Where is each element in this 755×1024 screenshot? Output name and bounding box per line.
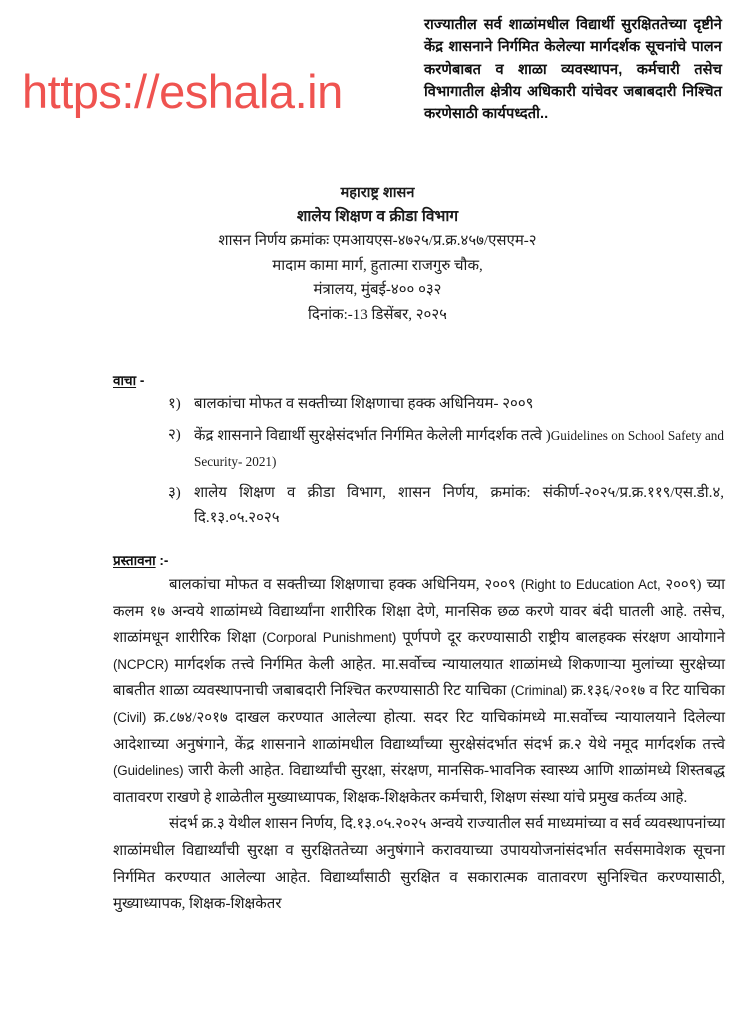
text-run-marathi: जारी केली आहेत. विद्यार्थ्यांची सुरक्षा, संरक्षण, मानसिक-भावनिक स्वास्थ्य आणि शाळांमध्ये शिस्तबद्ध वातावरण राखणे हे शाळेतील मुख्याध्यापक, शिक्षक-शिक्षकेतर कर्मचारी, शिक्षण संस्था यांचे प्रमुख कर्तव्य आहे.	[113, 763, 725, 806]
address-line-2: मंत्रालय, मुंबई-४०० ०३२	[313, 282, 442, 298]
list-item-text: शालेय शिक्षण व क्रीडा विभाग, शासन निर्णय, क्रमांक: संकीर्ण-२०२५/प्र.क्र.११९/एस.डी.४, दि.१३.०५.२०२५	[194, 484, 724, 526]
reference-label-suffix: -	[136, 373, 145, 388]
list-item-number: १)	[168, 396, 181, 412]
preamble-label-text: प्रस्तावना	[113, 553, 156, 568]
reference-list	[168, 392, 724, 537]
department-name: शालेय शिक्षण व क्रीडा विभाग	[296, 208, 459, 225]
preamble-section-label	[113, 551, 168, 569]
list-item-number: २)	[168, 426, 181, 443]
text-run-english: (Criminal)	[510, 683, 572, 699]
text-run-english: (NCPCR)	[113, 656, 175, 672]
text-run-english: (Corporal Punishment)	[262, 630, 403, 646]
text-run-marathi: पूर्णपणे दूर करण्यासाठी राष्ट्रीय बालहक्क संरक्षण आयोगाने	[402, 630, 726, 647]
list-item	[168, 481, 724, 532]
watermark-url: https://eshala.in	[22, 65, 343, 118]
list-item-text: बालकांचा मोफत व सक्तीच्या शिक्षणाचा हक्क अधिनियम- २००९	[194, 396, 534, 412]
text-run-english: (Guidelines)	[113, 763, 189, 779]
government-name: महाराष्ट्र शासन	[340, 185, 415, 201]
text-run-english: (Civil)	[113, 709, 154, 725]
list-item-text-english: Guidelines on School Safety and Security- 2021)	[194, 427, 724, 469]
paragraph	[113, 811, 725, 917]
reference-section-label	[113, 371, 144, 389]
preamble-label-suffix: :-	[155, 553, 169, 568]
list-item-text-marathi: केंद्र शासनाने विद्यार्थी सुरक्षेसंदर्भात निर्गमित केलेली मार्गदर्शक तत्वे )	[194, 427, 551, 444]
text-run-marathi: क्र.१३६/२०१७ व रिट याचिका	[571, 683, 726, 700]
list-item-text	[194, 423, 724, 476]
list-item	[168, 392, 724, 418]
text-run-marathi: २००९) च्या कलम १७ अन्वये शाळांमध्ये विद्यार्थ्यांना शारीरिक शिक्षा देणे, मानसिक छळ करणे यावर बंदी घातली आहे. तसेच, शाळांमधून शारीरिक शिक्षा	[113, 577, 725, 647]
paragraph	[113, 572, 725, 811]
gr-number: शासन निर्णय क्रमांकः एमआयएस-४७२५/प्र.क्र.४५७/एसएम-२	[218, 233, 537, 249]
gr-date: दिनांक:-13 डिसेंबर, २०२५	[308, 306, 447, 323]
address-line-1: मादाम कामा मार्ग, हुतात्मा राजगुरु चौक,	[272, 257, 483, 274]
text-run-marathi: संदर्भ क्र.३ येथील शासन निर्णय, दि.१३.०५.२०२५ अन्वये राज्यातील सर्व माध्यमांच्या व सर्व व्यवस्थापनांच्या शाळांमधील विद्यार्थ्यांची सुरक्षा व सुरक्षिततेच्या अनुषंगाने करावयाच्या उपाययोजनांसंदर्भात सर्वसमावेशक सूचना निर्गमित करण्यात आलेल्या आहेत. विद्यार्थ्यांसाठी सुरक्षित व सकारात्मक वातावरण सुनिश्चित करण्यासाठी, मुख्याध्यापक, शिक्षक-शिक्षकेतर	[113, 816, 725, 913]
reference-label-text: वाचा	[113, 373, 137, 388]
text-run-marathi: मार्गदर्शक तत्त्वे निर्गमित केली आहेत. मा.सर्वोच्च न्यायालयात शाळांमध्ये शिकणाऱ्या मुलांच्या सुरक्षेच्या बाबतीत शाळा व्यवस्थापनाची जबाबदारी निश्चित करण्यासाठी रिट याचिका	[113, 656, 725, 700]
text-run-english: (Right to Education Act,	[520, 577, 666, 592]
government-header	[0, 182, 755, 327]
list-item-number: ३)	[168, 484, 181, 501]
text-run-marathi: बालकांचा मोफत व सक्तीच्या शिक्षणाचा हक्क अधिनियम, २००९	[169, 577, 521, 593]
text-run-marathi: क्र.८७४/२०१७ दाखल करण्यात आलेल्या होत्या. सदर रिट याचिकांमध्ये मा.सर्वोच्च न्यायालयाने दिलेल्या आदेशाच्या अनुषंगाने, केंद्र शासनाने शाळांमधील विद्यार्थ्यांच्या सुरक्षेसंदर्भात संदर्भ क्र.२ येथे नमूद मार्गदर्शक तत्त्वे	[113, 709, 725, 753]
document-body	[113, 572, 725, 918]
subject-heading: राज्यातील सर्व शाळांमधील विद्यार्थी सुरक्षिततेच्या दृष्टीने केंद्र शासनाने निर्गमित केलेल्या मार्गदर्शक सूचनांचे पालन करणेबाबत व शाळा व्यवस्थापन, कर्मचारी तसेच विभागातील क्षेत्रीय अधिकारी यांचेवर जबाबदारी निश्चित करणेसाठी कार्यपध्दती..	[424, 17, 722, 123]
list-item	[168, 423, 724, 476]
